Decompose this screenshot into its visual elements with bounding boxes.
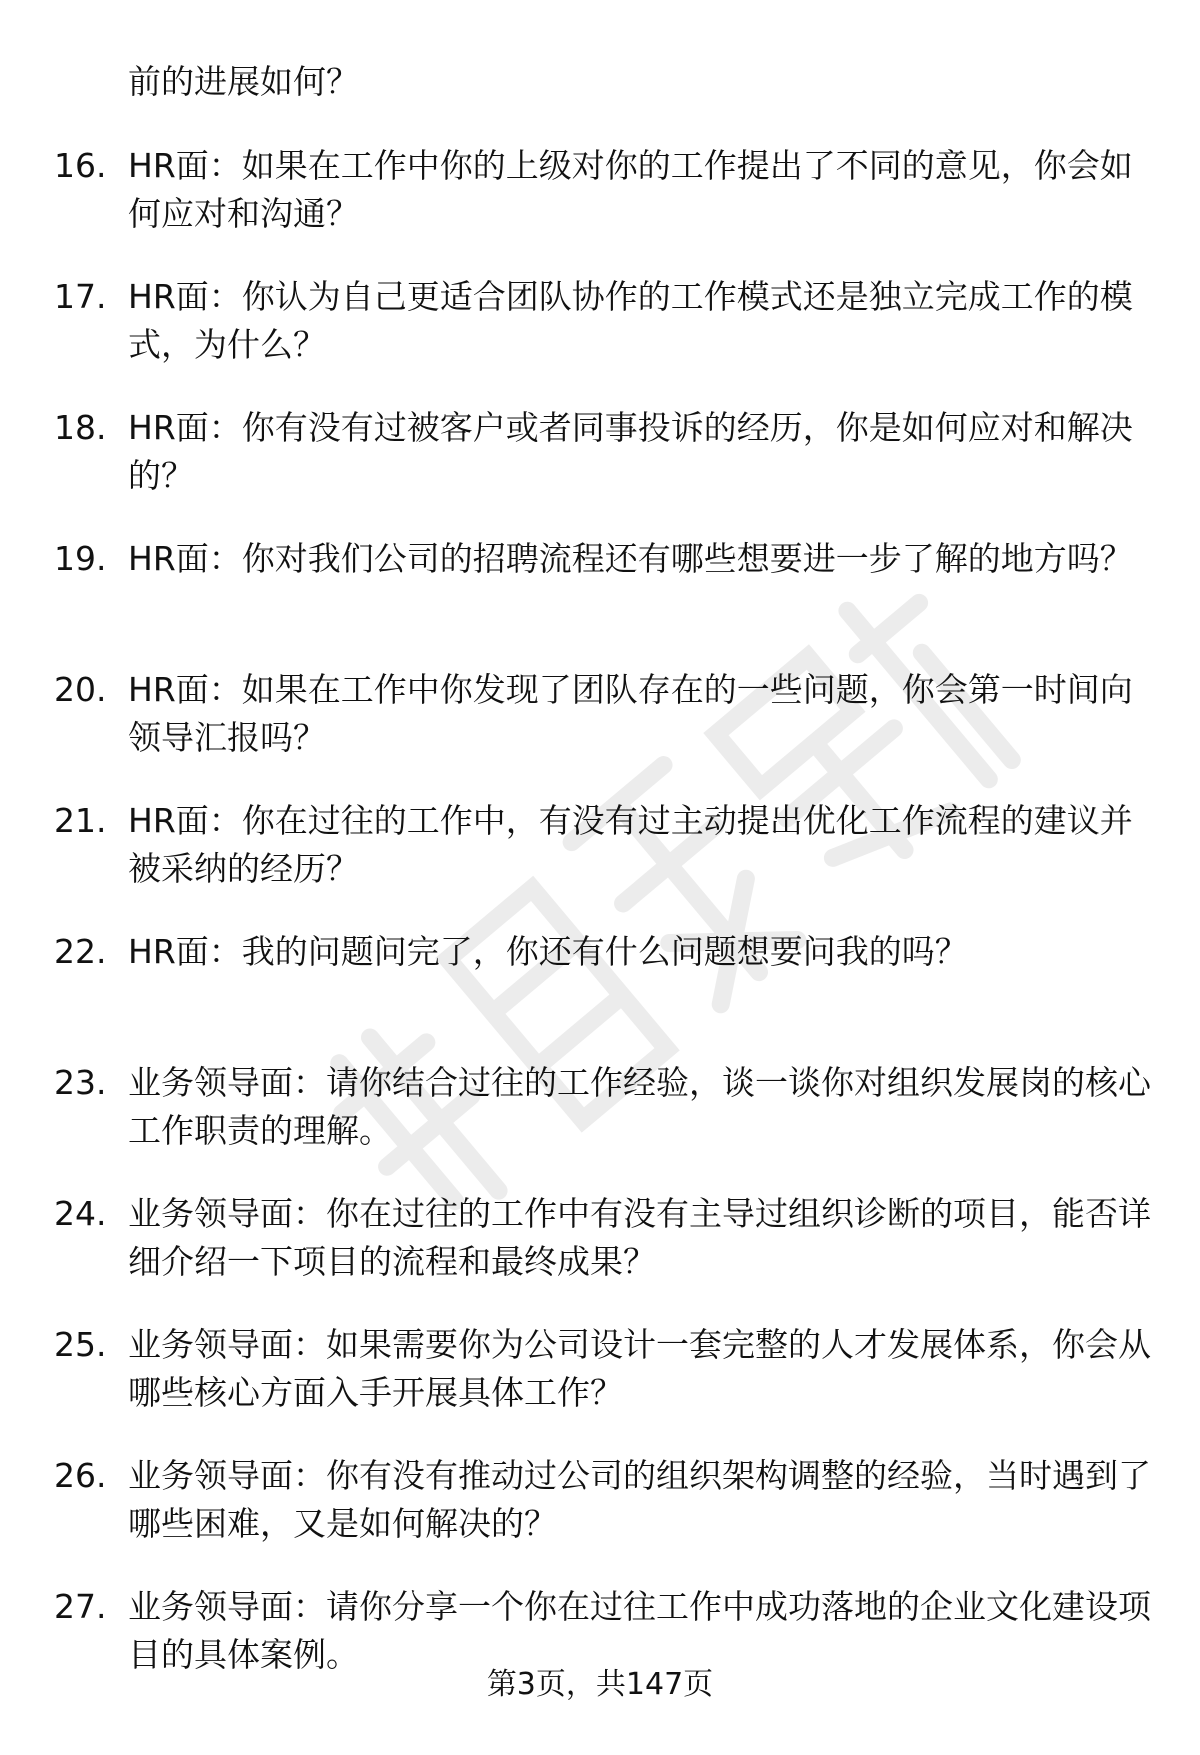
question-text: HR面：如果在工作中你的上级对你的工作提出了不同的意见，你会如何应对和沟通？ xyxy=(128,146,1133,233)
page-number-footer: 第3页，共147页 xyxy=(486,1667,714,1702)
question-text: HR面：你认为自己更适合团队协作的工作模式还是独立完成工作的模式，为什么？ xyxy=(128,277,1133,364)
question-item xyxy=(0,1452,1200,1583)
question-item xyxy=(0,666,1200,797)
question-number: 25. xyxy=(54,1325,107,1364)
question-text: 业务领导面：请你分享一个你在过往工作中成功落地的企业文化建设项目的具体案例。 xyxy=(128,1587,1151,1674)
question-text: HR面：我的问题问完了，你还有什么问题想要问我的吗？ xyxy=(128,932,968,971)
question-item xyxy=(0,797,1200,928)
question-item xyxy=(0,142,1200,273)
question-number: 19. xyxy=(54,539,107,578)
question-list xyxy=(0,142,1200,1714)
question-number: 27. xyxy=(54,1587,107,1626)
question-text: HR面：如果在工作中你发现了团队存在的一些问题，你会第一时间向领导汇报吗？ xyxy=(128,670,1133,757)
question-text: 业务领导面：如果需要你为公司设计一套完整的人才发展体系，你会从哪些核心方面入手开展具体工作？ xyxy=(128,1325,1151,1412)
question-number: 20. xyxy=(54,670,107,709)
question-number: 21. xyxy=(54,801,107,840)
question-item xyxy=(0,273,1200,404)
question-item xyxy=(0,404,1200,535)
question-number: 16. xyxy=(54,146,107,185)
question-text: 业务领导面：你有没有推动过公司的组织架构调整的经验，当时遇到了哪些困难，又是如何解决的？ xyxy=(128,1456,1151,1543)
question-text: 业务领导面：请你结合过往的工作经验，谈一谈你对组织发展岗的核心工作职责的理解。 xyxy=(128,1063,1151,1150)
question-item xyxy=(0,928,1200,1059)
question-number: 22. xyxy=(54,932,107,971)
question-number: 24. xyxy=(54,1194,107,1233)
question-text: HR面：你对我们公司的招聘流程还有哪些想要进一步了解的地方吗？ xyxy=(128,539,1133,578)
question-item xyxy=(0,1321,1200,1452)
question-item xyxy=(0,1190,1200,1321)
question-text: HR面：你有没有过被客户或者同事投诉的经历，你是如何应对和解决的？ xyxy=(128,408,1133,495)
question-item xyxy=(0,535,1200,666)
question-item xyxy=(0,1059,1200,1190)
question-number: 26. xyxy=(54,1456,107,1495)
question-number: 17. xyxy=(54,277,107,316)
question-text: 业务领导面：你在过往的工作中有没有主导过组织诊断的项目，能否详细介绍一下项目的流程和最终成果？ xyxy=(128,1194,1151,1281)
question-number: 18. xyxy=(54,408,107,447)
carryover-text: 前的进展如何？ xyxy=(128,62,359,101)
question-text: HR面：你在过往的工作中，有没有过主动提出优化工作流程的建议并被采纳的经历？ xyxy=(128,801,1133,888)
question-number: 23. xyxy=(54,1063,107,1102)
